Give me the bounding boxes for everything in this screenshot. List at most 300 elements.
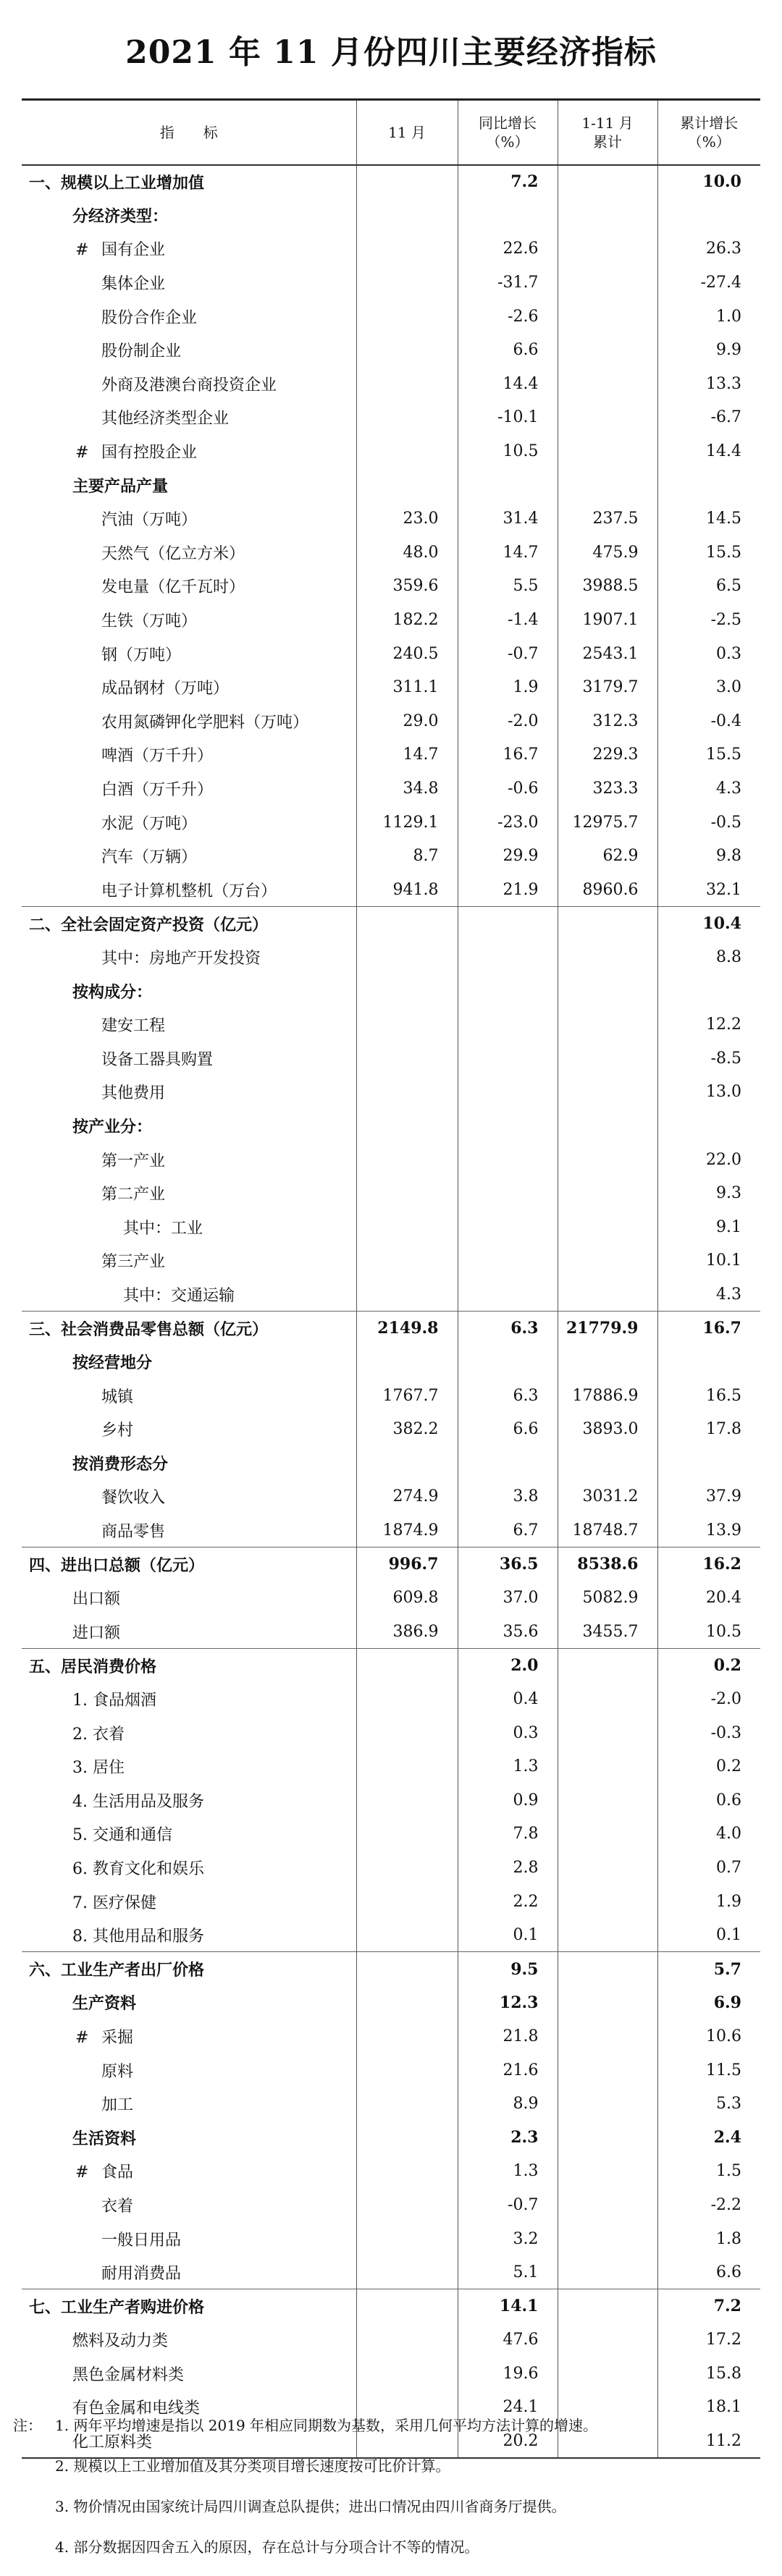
row-label-text: 农用氮磷钾化学肥料（万吨） — [101, 713, 309, 732]
cell-yoy: 14.1 — [458, 2289, 558, 2323]
table-row — [22, 2087, 760, 2121]
row-label — [22, 839, 356, 873]
cell-cumg: 10.1 — [657, 1244, 760, 1278]
row-label — [22, 670, 356, 704]
table-row — [22, 940, 760, 974]
row-label-text: 钢（万吨） — [101, 646, 182, 664]
cell-cumg — [657, 198, 760, 232]
cell-cumg: 17.8 — [657, 1412, 760, 1446]
row-label-text: 生活资料 — [72, 2129, 137, 2148]
cell-cum — [558, 2289, 657, 2323]
table-row — [22, 873, 760, 907]
cell-yoy: -31.7 — [458, 266, 558, 300]
cell-yoy: 0.3 — [458, 1716, 558, 1750]
cell-cum — [558, 1851, 657, 1885]
header-cum-line1: 1-11 月 — [581, 114, 634, 132]
cell-yoy: 0.4 — [458, 1682, 558, 1716]
cell-yoy — [458, 468, 558, 502]
cell-nov — [356, 165, 458, 199]
table-row — [22, 2053, 760, 2087]
row-label — [22, 232, 356, 266]
row-label-text: 其他费用 — [101, 1084, 166, 1103]
row-label-text: 餐饮收入 — [101, 1489, 166, 1508]
table-row — [22, 1345, 760, 1379]
row-label-text: 3. 居住 — [72, 1759, 125, 1778]
row-label-text: 国有企业 — [101, 241, 166, 260]
cell-nov — [356, 333, 458, 367]
row-label — [22, 2019, 356, 2053]
cell-cumg: 9.3 — [657, 1176, 760, 1210]
cell-cumg — [657, 468, 760, 502]
cell-cum — [558, 1716, 657, 1750]
row-label — [22, 266, 356, 300]
row-label — [22, 2188, 356, 2222]
table-row — [22, 2188, 760, 2222]
row-label — [22, 738, 356, 772]
cell-cum — [558, 401, 657, 435]
row-label — [22, 1649, 356, 1683]
cell-nov — [356, 940, 458, 974]
table-row — [22, 907, 760, 941]
row-label-text: 电子计算机整机（万台） — [101, 882, 277, 900]
cell-nov: 1874.9 — [356, 1513, 458, 1547]
cell-nov: 941.8 — [356, 873, 458, 907]
cell-cum: 18748.7 — [558, 1513, 657, 1547]
cell-nov — [356, 1143, 458, 1177]
cell-yoy: 7.8 — [458, 1817, 558, 1851]
cell-yoy — [458, 974, 558, 1008]
table-row — [22, 670, 760, 704]
table-row — [22, 2019, 760, 2053]
cell-cumg: 26.3 — [657, 232, 760, 266]
cell-nov: 8.7 — [356, 839, 458, 873]
row-label — [22, 2121, 356, 2155]
cell-yoy: 22.6 — [458, 232, 558, 266]
page-title: 2021 年 11 月份四川主要经济指标 — [125, 34, 657, 71]
table-row — [22, 1278, 760, 1312]
cell-cumg: 8.8 — [657, 940, 760, 974]
table-row — [22, 1749, 760, 1783]
footnotes — [13, 2405, 766, 2567]
row-label — [22, 401, 356, 435]
cell-yoy: 8.9 — [458, 2087, 558, 2121]
cell-cum: 237.5 — [558, 502, 657, 536]
cell-nov: 23.0 — [356, 502, 458, 536]
cell-cumg: 11.5 — [657, 2053, 760, 2087]
row-label — [22, 1783, 356, 1817]
cell-nov: 1129.1 — [356, 806, 458, 840]
table-row — [22, 367, 760, 401]
row-label — [22, 1716, 356, 1750]
row-label — [22, 2255, 356, 2289]
cell-cum: 3455.7 — [558, 1615, 657, 1649]
row-label — [22, 1312, 356, 1346]
row-label — [22, 1918, 356, 1952]
table-row — [22, 333, 760, 367]
cell-cum — [558, 300, 657, 334]
table-row — [22, 2155, 760, 2189]
header-indicator: 指 标 — [22, 100, 356, 165]
cell-cumg — [657, 974, 760, 1008]
cell-yoy: 12.3 — [458, 1986, 558, 2020]
table-row — [22, 637, 760, 671]
cell-yoy: 36.5 — [458, 1547, 558, 1582]
cell-cum — [558, 333, 657, 367]
cell-nov: 2149.8 — [356, 1312, 458, 1346]
cell-yoy — [458, 907, 558, 941]
cell-yoy: 5.1 — [458, 2255, 558, 2289]
table-row — [22, 536, 760, 570]
cell-cumg: 14.5 — [657, 502, 760, 536]
row-label-text: 股份制企业 — [101, 342, 182, 361]
cell-yoy — [458, 1176, 558, 1210]
cell-yoy — [458, 1109, 558, 1143]
cell-yoy: 2.2 — [458, 1885, 558, 1919]
cell-nov — [356, 1210, 458, 1244]
row-label-text: 6. 教育文化和娱乐 — [72, 1859, 204, 1878]
hash-marker: # — [75, 2028, 89, 2047]
cell-cum — [558, 468, 657, 502]
cell-cum — [558, 974, 657, 1008]
cell-cumg: 16.5 — [657, 1379, 760, 1413]
cell-cum — [558, 1176, 657, 1210]
row-label-text: 耐用消费品 — [101, 2264, 182, 2283]
cell-yoy: -1.4 — [458, 603, 558, 637]
cell-nov — [356, 1783, 458, 1817]
header-yoy-line2: （%） — [486, 132, 529, 151]
row-label-text: 发电量（亿千瓦时） — [101, 578, 245, 597]
cell-nov — [356, 1008, 458, 1042]
row-label-text: 按构成分： — [72, 982, 153, 1002]
row-label — [22, 570, 356, 604]
footnote-label: 注： — [13, 2417, 42, 2434]
row-label — [22, 1513, 356, 1547]
cell-cumg: 0.2 — [657, 1749, 760, 1783]
row-label — [22, 2357, 356, 2391]
cell-cumg: 9.8 — [657, 839, 760, 873]
cell-yoy — [458, 1210, 558, 1244]
cell-yoy — [458, 940, 558, 974]
row-label-text: 水泥（万吨） — [101, 814, 198, 833]
cell-yoy: 35.6 — [458, 1615, 558, 1649]
cell-nov — [356, 1885, 458, 1919]
cell-nov — [356, 1649, 458, 1683]
cell-nov: 29.0 — [356, 704, 458, 738]
cell-yoy: -10.1 — [458, 401, 558, 435]
row-label-text: 1. 食品烟酒 — [72, 1692, 156, 1710]
row-label — [22, 1851, 356, 1885]
cell-yoy: 29.9 — [458, 839, 558, 873]
cell-yoy: 14.4 — [458, 367, 558, 401]
row-label-text: 国有控股企业 — [101, 444, 198, 463]
cell-nov — [356, 2155, 458, 2189]
cell-yoy: 2.8 — [458, 1851, 558, 1885]
cell-cumg: 15.5 — [657, 536, 760, 570]
cell-nov — [356, 266, 458, 300]
cell-nov — [356, 2222, 458, 2256]
row-label — [22, 1076, 356, 1110]
row-label-text: 化工原料类 — [72, 2433, 153, 2452]
cell-cumg: -0.4 — [657, 704, 760, 738]
row-label-text: 一、规模以上工业增加值 — [29, 173, 205, 193]
cell-cumg: 1.8 — [657, 2222, 760, 2256]
cell-cumg: 1.9 — [657, 1885, 760, 1919]
footnote-4 — [13, 2527, 766, 2567]
row-label-text: 按经营地分 — [72, 1354, 153, 1373]
footnote-text: 3. 物价情况由国家统计局四川调查总队提供；进出口情况由四川省商务厅提供。 — [55, 2498, 566, 2515]
row-label-text: 七、工业生产者购进价格 — [29, 2297, 205, 2317]
row-label-text: 进口额 — [72, 1623, 121, 1642]
footnote-text: 4. 部分数据因四舍五入的原因，存在总计与分项合计不等的情况。 — [55, 2538, 479, 2556]
cell-cumg — [657, 1345, 760, 1379]
cell-cum — [558, 1109, 657, 1143]
row-label — [22, 2222, 356, 2256]
cell-nov — [356, 1244, 458, 1278]
row-label-text: 衣着 — [101, 2197, 134, 2216]
table-row — [22, 1851, 760, 1885]
table-row — [22, 434, 760, 468]
cell-yoy: -2.0 — [458, 704, 558, 738]
row-label-text: 五、居民消费价格 — [29, 1657, 157, 1676]
cell-nov — [356, 1851, 458, 1885]
cell-cumg: 6.6 — [657, 2255, 760, 2289]
cell-cum: 3031.2 — [558, 1480, 657, 1514]
row-label-text: 建安工程 — [101, 1017, 166, 1036]
row-label-text: 7. 医疗保健 — [72, 1893, 156, 1912]
cell-cum — [558, 1278, 657, 1312]
table-row — [22, 2289, 760, 2323]
cell-cumg: 0.2 — [657, 1649, 760, 1683]
table-row — [22, 300, 760, 334]
row-label — [22, 1581, 356, 1615]
cell-yoy — [458, 1244, 558, 1278]
cell-cum — [558, 2255, 657, 2289]
cell-cumg: -8.5 — [657, 1042, 760, 1076]
table-row — [22, 1412, 760, 1446]
cell-yoy: 31.4 — [458, 502, 558, 536]
table-row — [22, 1143, 760, 1177]
cell-nov — [356, 232, 458, 266]
row-label — [22, 1244, 356, 1278]
cell-yoy: 9.5 — [458, 1952, 558, 1986]
table-row — [22, 165, 760, 199]
cell-nov — [356, 974, 458, 1008]
table-row — [22, 1210, 760, 1244]
row-label — [22, 1682, 356, 1716]
cell-cum — [558, 434, 657, 468]
cell-cum — [558, 1143, 657, 1177]
cell-nov: 48.0 — [356, 536, 458, 570]
cell-nov — [356, 434, 458, 468]
cell-cumg: 6.9 — [657, 1986, 760, 2020]
table-row — [22, 1615, 760, 1649]
cell-cumg: 32.1 — [657, 873, 760, 907]
cell-cumg: 11.2 — [657, 2424, 760, 2458]
cell-cumg: 10.0 — [657, 165, 760, 199]
table-row — [22, 1547, 760, 1582]
row-label — [22, 603, 356, 637]
table-row — [22, 2323, 760, 2357]
table-row — [22, 1042, 760, 1076]
row-label-text: 六、工业生产者出厂价格 — [29, 1961, 205, 1980]
cell-cum: 312.3 — [558, 704, 657, 738]
row-label-text: 生铁（万吨） — [101, 612, 198, 631]
table-row — [22, 401, 760, 435]
row-label-text: 黑色金属材料类 — [72, 2365, 185, 2384]
table-row — [22, 1885, 760, 1919]
cell-cumg: 3.0 — [657, 670, 760, 704]
cell-cum — [558, 2357, 657, 2391]
table-row — [22, 1986, 760, 2020]
row-label — [22, 1345, 356, 1379]
cell-cumg: 6.5 — [657, 570, 760, 604]
cell-yoy: 5.5 — [458, 570, 558, 604]
row-label-text: 8. 其他用品和服务 — [72, 1927, 204, 1946]
footnote-2 — [13, 2446, 766, 2486]
cell-cumg: 4.3 — [657, 772, 760, 806]
cell-cum: 1907.1 — [558, 603, 657, 637]
cell-yoy: 10.5 — [458, 434, 558, 468]
row-label — [22, 907, 356, 941]
cell-yoy: 20.2 — [458, 2424, 558, 2458]
cell-cum: 3988.5 — [558, 570, 657, 604]
cell-yoy: 6.6 — [458, 1412, 558, 1446]
cell-yoy: 0.9 — [458, 1783, 558, 1817]
cell-yoy: 37.0 — [458, 1581, 558, 1615]
row-label — [22, 1210, 356, 1244]
cell-nov: 609.8 — [356, 1581, 458, 1615]
cell-cumg: 0.7 — [657, 1851, 760, 1885]
row-label-text: 一般日用品 — [101, 2231, 182, 2250]
cell-yoy: 2.3 — [458, 2121, 558, 2155]
row-label — [22, 637, 356, 671]
row-label — [22, 333, 356, 367]
indicator-table-container — [22, 98, 760, 2459]
cell-yoy: 3.8 — [458, 1480, 558, 1514]
cell-yoy: -0.7 — [458, 2188, 558, 2222]
header-cumg-line2: （%） — [687, 132, 731, 151]
cell-cumg: 17.2 — [657, 2323, 760, 2357]
header-november: 11 月 — [356, 100, 458, 165]
row-label — [22, 1008, 356, 1042]
cell-nov: 240.5 — [356, 637, 458, 671]
cell-nov — [356, 401, 458, 435]
row-label-text: 外商及港澳台商投资企业 — [101, 376, 277, 394]
row-label-text: 城镇 — [101, 1388, 134, 1406]
cell-nov — [356, 2121, 458, 2155]
cell-cum: 3893.0 — [558, 1412, 657, 1446]
cell-nov — [356, 198, 458, 232]
row-label — [22, 1817, 356, 1851]
row-label-text: 分经济类型： — [72, 206, 169, 226]
footnote-1 — [13, 2405, 766, 2446]
cell-cumg: -2.5 — [657, 603, 760, 637]
cell-yoy: 6.6 — [458, 333, 558, 367]
row-label-text: 生产资料 — [72, 1994, 137, 2014]
cell-cumg: 13.3 — [657, 367, 760, 401]
row-label — [22, 300, 356, 334]
cell-cumg: 15.5 — [657, 738, 760, 772]
cell-cum: 5082.9 — [558, 1581, 657, 1615]
row-label-text: 其他经济类型企业 — [101, 410, 230, 428]
row-label — [22, 1446, 356, 1480]
cell-cumg: 9.1 — [657, 1210, 760, 1244]
table-row — [22, 266, 760, 300]
table-row — [22, 738, 760, 772]
cell-yoy: 14.7 — [458, 536, 558, 570]
row-label — [22, 367, 356, 401]
row-label — [22, 1547, 356, 1582]
cell-nov: 34.8 — [356, 772, 458, 806]
cell-cumg: 18.1 — [657, 2391, 760, 2425]
row-label-text: 第一产业 — [101, 1152, 166, 1170]
cell-nov — [356, 1986, 458, 2020]
cell-cum: 12975.7 — [558, 806, 657, 840]
row-label — [22, 1412, 356, 1446]
cell-cumg: 15.8 — [657, 2357, 760, 2391]
table-row — [22, 1649, 760, 1683]
cell-cumg: 0.3 — [657, 637, 760, 671]
cell-cumg: 5.7 — [657, 1952, 760, 1986]
row-label — [22, 1042, 356, 1076]
cell-cumg: 13.0 — [657, 1076, 760, 1110]
row-label — [22, 1480, 356, 1514]
footnote-text: 1. 两年平均增速是指以 2019 年相应同期数为基数，采用几何平均方法计算的增速。 — [55, 2417, 598, 2434]
row-label — [22, 2155, 356, 2189]
cell-cumg: 1.5 — [657, 2155, 760, 2189]
header-cumg-line1: 累计增长 — [680, 114, 739, 132]
row-label — [22, 772, 356, 806]
table-row — [22, 1581, 760, 1615]
table-row — [22, 2121, 760, 2155]
row-label-text: 白酒（万千升） — [101, 780, 214, 799]
header-yoy-line1: 同比增长 — [479, 114, 537, 132]
cell-cumg: -6.7 — [657, 401, 760, 435]
row-label-text: 采掘 — [101, 2028, 134, 2047]
cell-nov — [356, 2357, 458, 2391]
table-row — [22, 1716, 760, 1750]
cell-yoy — [458, 1143, 558, 1177]
row-label-text: 汽油（万吨） — [101, 511, 198, 530]
cell-cum — [558, 2019, 657, 2053]
cell-cumg: 10.4 — [657, 907, 760, 941]
cell-cumg: 1.0 — [657, 300, 760, 334]
row-label — [22, 536, 356, 570]
table-row — [22, 570, 760, 604]
cell-cum: 323.3 — [558, 772, 657, 806]
row-label — [22, 2053, 356, 2087]
table-row — [22, 1312, 760, 1346]
cell-yoy — [458, 198, 558, 232]
cell-cum — [558, 1952, 657, 1986]
cell-yoy: 6.3 — [458, 1312, 558, 1346]
cell-cumg: 0.1 — [657, 1918, 760, 1952]
cell-cum — [558, 2323, 657, 2357]
cell-nov — [356, 2188, 458, 2222]
cell-cum — [558, 2155, 657, 2189]
cell-nov — [356, 1042, 458, 1076]
table-row — [22, 198, 760, 232]
cell-cumg: 22.0 — [657, 1143, 760, 1177]
cell-yoy: 21.8 — [458, 2019, 558, 2053]
table-row — [22, 1176, 760, 1210]
cell-cum — [558, 232, 657, 266]
cell-cumg: 16.2 — [657, 1547, 760, 1582]
cell-nov — [356, 300, 458, 334]
row-label-text: 5. 交通和通信 — [72, 1826, 172, 1845]
cell-nov: 386.9 — [356, 1615, 458, 1649]
table-row — [22, 1952, 760, 1986]
